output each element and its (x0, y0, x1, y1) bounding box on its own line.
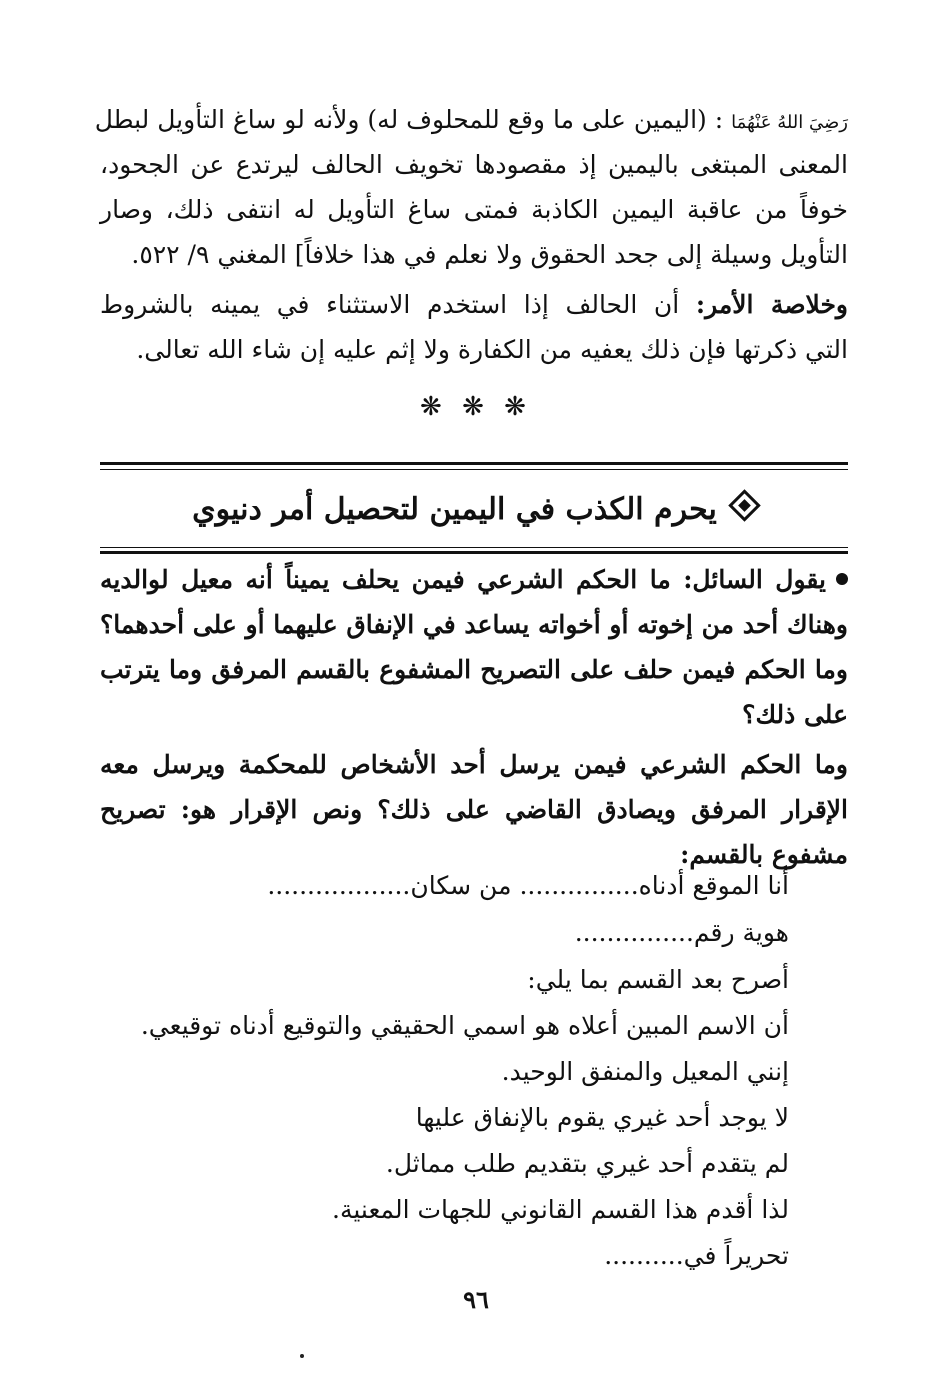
form-oath-intro: أصرح بعد القسم بما يلي: (527, 965, 789, 994)
honorific-glyph: رَضِيَ اللهُ عَنْهُمَا (731, 112, 848, 133)
form-written-line (604, 1236, 789, 1276)
section-heading-text: يحرم الكذب في اليمين لتحصيل أمر دنيوي (192, 492, 717, 527)
id-dots: ............... (574, 918, 694, 947)
heading-rule-bottom-thin (100, 547, 848, 548)
signer-label: أنا الموقع أدناه (638, 871, 789, 900)
paragraph-line (94, 100, 848, 143)
summary-line (100, 285, 848, 325)
form-signer-line (267, 866, 789, 906)
heading-rule-top (100, 462, 848, 465)
question-line: الإقرار المرفق ويصادق القاضي على ذلك؟ ونص الإقرار هو: تصريح (100, 795, 848, 824)
paragraph-line: التأويل وسيلة إلى جحد الحقوق ولا نعلم في هذا خلافاً] المغني ٩/ ٥٢٢. (131, 240, 848, 269)
written-label: تحريراً في (683, 1241, 789, 1270)
form-item: أن الاسم المبين أعلاه هو اسمي الحقيقي والتوقيع أدناه توقيعي. (140, 1011, 789, 1040)
residence-dots: .................. (267, 871, 411, 900)
form-item: إنني المعيل والمنفق الوحيد. (501, 1057, 789, 1086)
question-line: وما الحكم فيمن حلف على التصريح المشفوع بالقسم المرفق وما يترتب (100, 655, 848, 684)
section-separator: ❋ ❋ ❋ (420, 392, 532, 422)
signer-dots: ............... (519, 871, 639, 900)
page-number: ٩٦ (463, 1285, 489, 1314)
paragraph-text: : (اليمين على ما وقع للمحلوف له) ولأنه لو ساغ التأويل لبطل (94, 105, 724, 134)
question-line (100, 560, 848, 600)
residence-label: من سكان (410, 871, 512, 900)
paragraph-line: خوفاً من عاقبة اليمين الكاذبة فمتى ساغ التأويل له انتفى ذلك، وصار (100, 195, 848, 224)
bullet-icon (836, 573, 848, 585)
paragraph-line: المعنى المبتغى باليمين إذ مقصودها تخويف الحالف ليرتدع عن الجحود، (100, 150, 848, 179)
form-item: لذا أقدم هذا القسم القانوني للجهات المعنية. (332, 1195, 789, 1224)
summary-text: أن الحالف إذا استخدم الاستثناء في يمينه بالشروط (100, 290, 680, 319)
form-id-line (575, 913, 789, 953)
heading-rule-top-thin (100, 469, 848, 470)
scan-speck (300, 1354, 304, 1358)
heading-rule-bottom (100, 551, 848, 554)
question-line: وهناك أحد من إخوته أو أخواته يساعد في الإنفاق عليهما أو على أحدهما؟ (100, 610, 848, 639)
form-item: لم يتقدم أحد غيري بتقديم طلب مماثل. (385, 1149, 789, 1178)
summary-line: التي ذكرتها فإن ذلك يعفيه من الكفارة ولا إثم عليه إن شاء الله تعالى. (136, 335, 848, 364)
section-heading (100, 482, 848, 538)
form-item: لا يوجد أحد غيري يقوم بالإنفاق عليها (415, 1103, 789, 1132)
id-label: هوية رقم (693, 918, 789, 947)
question-text: يقول السائل: ما الحكم الشرعي فيمن يحلف يميناً أنه معيل لوالديه (100, 565, 826, 594)
question-line: وما الحكم الشرعي فيمن يرسل أحد الأشخاص للمحكمة ويرسل معه (100, 750, 848, 779)
question-line: على ذلك؟ (742, 700, 848, 729)
written-dots: .......... (604, 1241, 684, 1270)
summary-label: وخلاصة الأمر: (695, 290, 848, 319)
question-line: مشفوع بالقسم: (680, 840, 848, 869)
diamond-icon (728, 489, 761, 522)
